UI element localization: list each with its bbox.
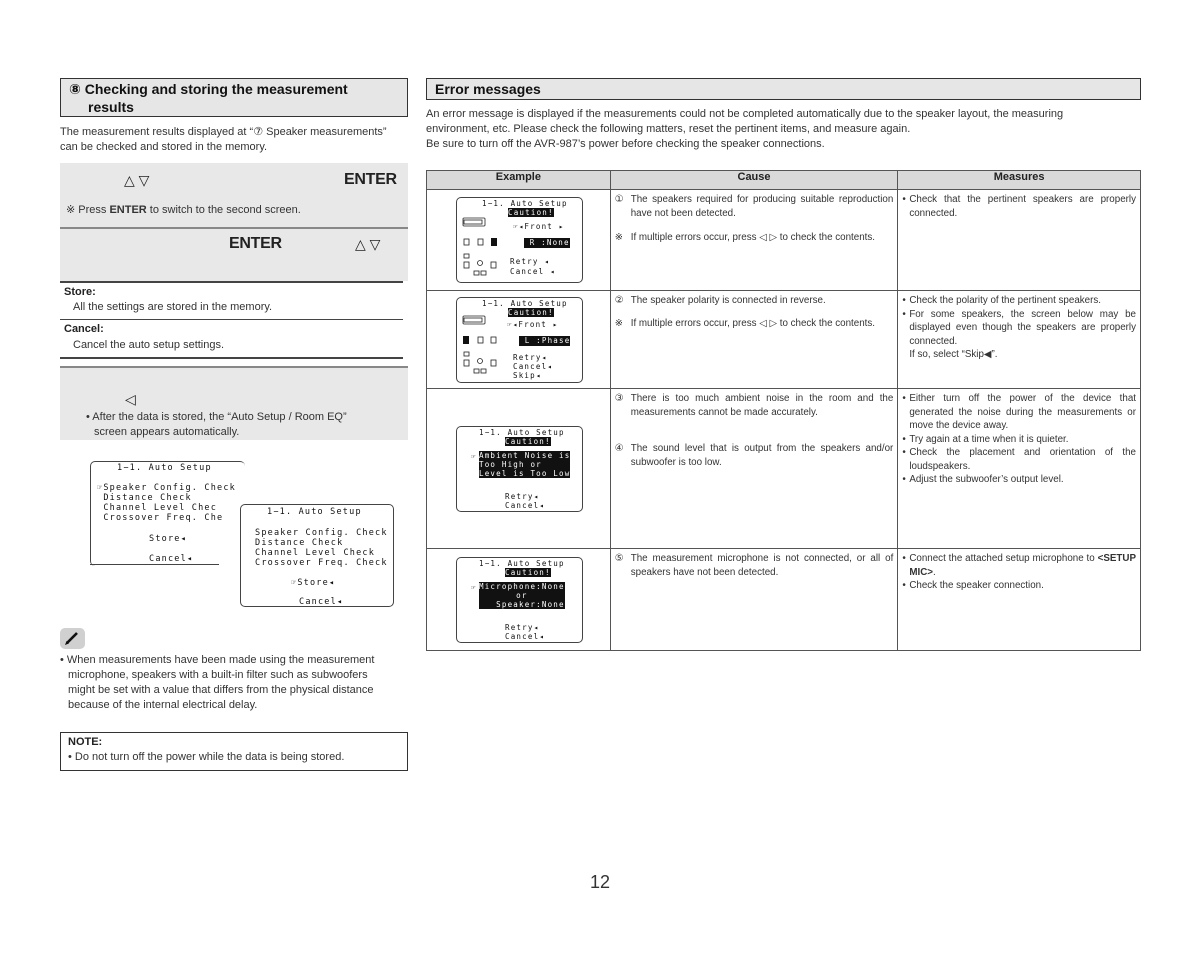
step1-note: [66, 203, 301, 216]
pencil-memo-icon: [60, 628, 85, 649]
measure1-pre: Connect the attached setup microphone to: [909, 553, 1098, 564]
err4-caution: Caution!: [505, 568, 551, 577]
screen1-cancel: Cancel◂: [149, 554, 194, 564]
memo-line3: might be set with a value that differs from the physical distance: [68, 684, 374, 696]
col-measures: Measures: [898, 171, 1141, 190]
err4-line1: Microphone:None: [479, 582, 565, 591]
right-intro-line1: An error message is displayed if the measurements could not be completed automatically due to the speaker layout, the measuring: [426, 108, 1064, 120]
speaker-layout-icon: [461, 214, 503, 280]
step3-arrow: ◁: [125, 391, 136, 407]
measure-text: Adjust the subwoofer’s output level.: [909, 474, 1064, 485]
col-cause: Cause: [610, 171, 898, 190]
note-pre: Press: [78, 204, 110, 216]
cause-cell: [610, 190, 898, 291]
step3-bullet-line2: screen appears automatically.: [94, 426, 240, 438]
measures-cell: • Check the polarity of the pertinent speakers. • For some speakers, the screen below may be displayed even though the speakers are properly connected. If so, select “Skip◀”.: [898, 291, 1141, 389]
heading-line2: results: [88, 99, 134, 115]
step3-bullet: [86, 410, 404, 440]
err1-cancel: Cancel ◂: [510, 267, 556, 276]
err2-line2: L :Phase: [519, 336, 571, 345]
step3-bullet-line1: • After the data is stored, the “Auto Setup / Room EQ”: [86, 411, 347, 423]
err2-caution: Caution!: [508, 308, 554, 317]
auto-setup-screen-1: [90, 461, 245, 566]
divider-bottom: [60, 357, 403, 359]
measure1-post: .: [933, 566, 936, 578]
err3-retry: Retry◂: [505, 492, 540, 501]
memo-text: [60, 653, 410, 713]
cause-cell: [610, 291, 898, 389]
measure-text: For some speakers, the screen below may be displayed even though the speakers are properly connected. If so, select “Skip◀”.: [909, 308, 1136, 360]
err2-title: 1−1. Auto Setup: [482, 299, 568, 308]
err4-retry: Retry◂: [505, 623, 540, 632]
err3-line3: Level is Too Low: [479, 469, 571, 478]
screen1-underline: [90, 564, 219, 565]
screen1-line4: Crossover Freq. Che: [97, 513, 224, 523]
example-cell: [427, 190, 611, 291]
col-example: Example: [427, 171, 611, 190]
measure-text: Try again at a time when it is quieter.: [909, 433, 1069, 445]
measure-text: Check the polarity of the pertinent speakers.: [909, 295, 1102, 306]
memo-line4: because of the internal electrical delay.: [68, 699, 258, 711]
err1-title: 1−1. Auto Setup: [482, 199, 568, 208]
section-heading-checking-storing: [60, 78, 408, 117]
screen2-line1: Speaker Config. Check: [255, 528, 388, 538]
measure-text: Check the placement and orientation of the loudspeakers.: [909, 447, 1136, 472]
table-row: [427, 549, 1141, 651]
cause-text: The measurement microphone is not connected, or all of speakers have not been detected.: [630, 553, 894, 578]
cause-mark: ①: [614, 194, 624, 205]
note-mark: ※: [66, 204, 76, 216]
err3-line1: Ambient Noise is: [479, 451, 571, 460]
right-intro-line3: Be sure to turn off the AVR-987’s power before checking the speaker connections.: [426, 138, 825, 150]
err1-line1: ☞◂Front ▸: [513, 222, 565, 231]
error-heading-text: Error messages: [435, 81, 541, 97]
screen2-line2: Distance Check: [255, 538, 344, 548]
cause-mark: ②: [614, 295, 624, 306]
err4-line3: Speaker:None: [479, 600, 565, 609]
step1-enter-key: ENTER: [344, 171, 397, 188]
measure-text: Check the speaker connection.: [909, 580, 1044, 591]
err1-retry: Retry ◂: [510, 257, 551, 266]
screen2-cancel: Cancel◂: [299, 597, 344, 607]
left-intro-line2: can be checked and stored in the memory.: [60, 141, 268, 153]
example-cell: [427, 389, 611, 549]
note-post: to switch to the second screen.: [146, 204, 301, 216]
error-table-header: [427, 171, 1141, 190]
measures-cell: • Connect the attached setup microphone to <SETUP MIC>. • Check the speaker connection.: [898, 549, 1141, 651]
cause-cell: [610, 549, 898, 651]
screen2-line3: Channel Level Check: [255, 548, 376, 558]
cause2-text: If multiple errors occur, press ◁ ▷ to check the contents.: [630, 232, 876, 243]
table-row: [427, 389, 1141, 549]
screen1-line2: Distance Check: [97, 493, 192, 503]
cause2-text: The sound level that is output from the speakers and/or subwoofer is too low.: [630, 443, 894, 468]
cause2-text: If multiple errors occur, press ◁ ▷ to check the contents.: [630, 317, 876, 329]
err2-line1: ☞◂Front ▸: [507, 320, 559, 329]
example-cell: [427, 549, 611, 651]
measure-text: Check that the pertinent speakers are properly connected.: [909, 194, 1136, 219]
cause-mark: ⑤: [614, 553, 624, 564]
measure1-setup-mic: <SETUP MIC>: [909, 553, 1136, 578]
error-screen-3: 1−1. Auto Setup Caution! ☞ Ambient Noise is Too High or Level is Too Low Retry◂ Cancel◂: [456, 426, 583, 512]
measures-cell: • Either turn off the power of the device that generated the noise during the measurements or move the device away. • Try again at a time when it is quieter. • Check the placement and orientation of the loudspeakers. • Adjust the subwoofer’s output level.: [898, 389, 1141, 549]
cause-text: The speakers required for producing suitable reproduction have not been detected.: [630, 194, 894, 219]
divider-top: [60, 281, 403, 283]
error-screen-4: 1−1. Auto Setup Caution! ☞ Microphone:None or Speaker:None Retry◂ Cancel◂: [456, 557, 583, 643]
store-desc: All the settings are stored in the memory.: [73, 301, 273, 313]
screen1-line1: ☞Speaker Config. Check: [97, 483, 236, 493]
screen1-line3: Channel Level Chec: [97, 503, 218, 513]
err3-line2: Too High or: [479, 460, 570, 469]
error-screen-1: [456, 197, 583, 283]
left-intro-line1: The measurement results displayed at “⑦ Speaker measurements”: [60, 126, 387, 138]
err3-caution: Caution!: [505, 437, 551, 446]
left-intro: [60, 125, 408, 155]
section-heading-error-messages: [426, 78, 1141, 100]
cause-text: There is too much ambient noise in the room and the measurements cannot be made accurately.: [630, 393, 894, 418]
note-title: NOTE:: [68, 736, 103, 748]
note-enter-bold: ENTER: [109, 204, 147, 216]
err1-line2: R :None: [524, 238, 570, 247]
err3-cancel: Cancel◂: [505, 501, 546, 510]
cause2-mark: ※: [614, 317, 623, 329]
err2-cancel: Cancel◂: [513, 362, 554, 371]
measures-cell: • Check that the pertinent speakers are properly connected.: [898, 190, 1141, 291]
screen2-title: 1−1. Auto Setup: [267, 507, 362, 517]
speaker-layout-icon: [461, 312, 503, 378]
store-label: Store:: [64, 286, 96, 298]
table-row: [427, 291, 1141, 389]
note-text: • Do not turn off the power while the data is being stored.: [68, 751, 345, 763]
step1-arrows: △ ▽: [124, 172, 150, 188]
error-table: [426, 170, 1141, 651]
cause-mark: ③: [614, 393, 624, 404]
cause2-mark: ※: [614, 232, 623, 243]
screen1-store: Store◂: [149, 534, 187, 544]
page-number: 12: [589, 872, 611, 892]
err4-title: 1−1. Auto Setup: [479, 559, 565, 568]
cause2-mark: ④: [614, 443, 624, 454]
cause-text: The speaker polarity is connected in reverse.: [630, 295, 826, 306]
example-cell: [427, 291, 611, 389]
step2-arrows: △ ▽: [355, 236, 381, 252]
divider-mid: [60, 319, 403, 320]
auto-setup-screen-2: [240, 504, 394, 607]
right-intro-line2: environment, etc. Please check the following matters, reset the pertinent items, and measure again.: [426, 123, 911, 135]
memo-line1: • When measurements have been made using the measurement: [60, 654, 375, 666]
error-screen-2: [456, 297, 583, 383]
measure-text: Either turn off the power of the device that generated the noise during the measurements or move the device away.: [909, 393, 1136, 431]
cause-cell: [610, 389, 898, 549]
note-box: [60, 732, 408, 771]
err3-title: 1−1. Auto Setup: [479, 428, 565, 437]
heading-number: ⑧: [69, 81, 81, 97]
right-intro: [426, 107, 1141, 152]
err1-caution: Caution!: [508, 208, 554, 217]
err4-line2: or: [479, 591, 565, 600]
err4-cancel: Cancel◂: [505, 632, 546, 641]
screen1-title: 1−1. Auto Setup: [117, 463, 212, 473]
screen2-line4: Crossover Freq. Check: [255, 558, 388, 568]
err2-retry: Retry◂: [513, 353, 548, 362]
step2-enter-key: ENTER: [229, 235, 282, 252]
memo-line2: microphone, speakers with a built-in filter such as subwoofers: [68, 669, 368, 681]
cancel-desc: Cancel the auto setup settings.: [73, 339, 225, 351]
cancel-label: Cancel:: [64, 323, 104, 335]
err2-skip: Skip◂: [513, 371, 542, 380]
measure-text: [909, 552, 1136, 579]
heading-line1: Checking and storing the measurement: [84, 81, 348, 97]
table-row: [427, 190, 1141, 291]
screen2-store: ☞Store◂: [291, 578, 336, 588]
